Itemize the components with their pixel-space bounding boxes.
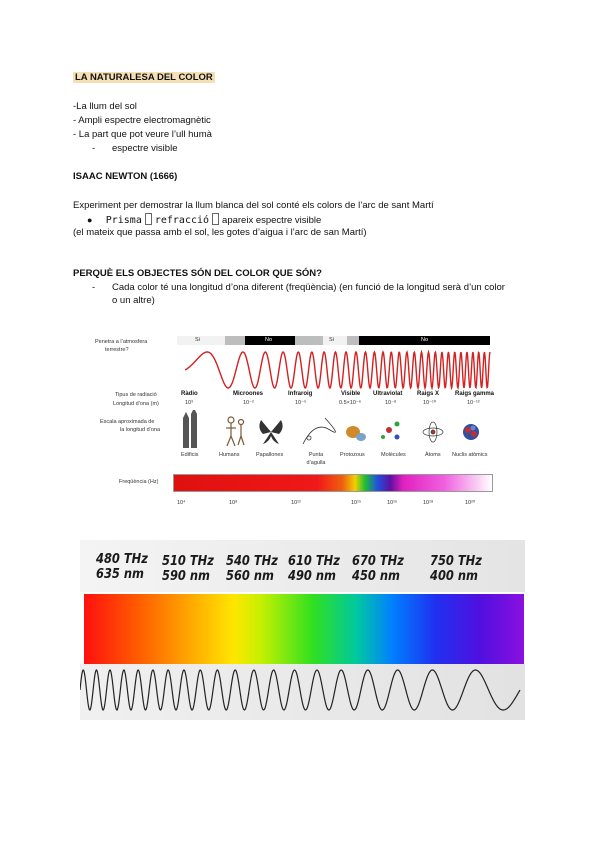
atmosphere-bar	[177, 336, 490, 345]
object-atoms: Àtoms	[425, 452, 441, 458]
bar-label-si-2: Si	[329, 337, 334, 343]
freq-tick-5: 10¹⁶	[387, 500, 398, 506]
freq-tick-6: 10¹⁸	[423, 500, 434, 506]
label-670: 670 THz 450 nm	[352, 554, 404, 584]
object-protozoa: Protozous	[340, 452, 365, 458]
butterfly-icon	[259, 420, 282, 444]
section2-line1: Cada color té una longitud d’ona diferent (freqüència) (en funció de la longitud serà d’un color	[112, 282, 505, 293]
intro-sub-dash: -	[92, 143, 96, 154]
section2-heading: PERQUÈ ELS OBJECTES SÓN DEL COLOR QUE SÓN?	[73, 268, 322, 279]
penetra-label: Penetra a l’atmosfera terrestre?	[95, 339, 148, 353]
visible-spectrum-figure	[80, 540, 525, 720]
missing-glyph-icon	[212, 213, 219, 225]
radiation-microwave: Microones	[233, 391, 264, 397]
nucleus-icon	[463, 424, 479, 440]
em-wave	[185, 350, 495, 390]
wavelength-visible: 0.5×10⁻⁶	[339, 400, 362, 406]
bullet-word-prism: Prisma	[105, 215, 142, 226]
wavelength-xray: 10⁻¹⁰	[423, 400, 437, 406]
atom-icon	[423, 422, 443, 442]
bullet-word-rest: apareix espectre visible	[222, 215, 322, 226]
bar-label-no-2: No	[421, 337, 429, 343]
buildings-icon	[183, 410, 197, 448]
object-nuclei: Nuclis atòmics	[452, 452, 488, 458]
freq-label: Freqüència (Hz)	[119, 479, 159, 485]
intro-line-3: - La part que pot veure l’ull humà	[73, 129, 212, 140]
newton-heading: ISAAC NEWTON (1666)	[73, 171, 178, 182]
object-butterflies: Papallones	[256, 452, 284, 458]
freq-tick-2: 10⁸	[229, 500, 238, 506]
wavelength-uv: 10⁻⁸	[385, 400, 397, 406]
newton-bullet	[87, 213, 321, 227]
wavelength-microwave: 10⁻²	[243, 400, 254, 406]
newton-text: Experiment per demostrar la llum blanca del sol conté els colors de l’arc de sant Martí	[73, 200, 434, 211]
object-molecules: Molècules	[381, 452, 406, 458]
visible-spectrum-bar	[84, 594, 524, 664]
object-humans: Humans	[219, 452, 240, 458]
section2-line2: o un altre)	[112, 295, 155, 306]
tipus-label: Tipus de radiació	[115, 392, 157, 398]
missing-glyph-icon	[145, 213, 152, 225]
object-needle: Punta d’agulla	[306, 452, 326, 466]
intro-line-2: - Ampli espectre electromagnètic	[73, 115, 211, 126]
bullet-word-refraction: refracció	[154, 215, 210, 226]
scale-objects	[175, 410, 495, 452]
freq-tick-1: 10⁴	[177, 500, 186, 506]
intro-line-4: espectre visible	[112, 143, 178, 154]
document-title: LA NATURALESA DEL COLOR	[75, 72, 213, 83]
frequency-bar	[173, 474, 493, 492]
label-610: 610 THz 490 nm	[288, 554, 340, 584]
object-buildings: Edificis	[181, 452, 199, 458]
section2-dash: -	[92, 282, 96, 293]
newton-note: (el mateix que passa amb el sol, les gotes d’aigua i l’arc de san Martí)	[73, 227, 367, 238]
radiation-gamma: Raigs gamma	[455, 391, 495, 397]
radiation-visible: Visible	[341, 391, 361, 397]
visible-wave	[80, 668, 525, 712]
wavelength-infrared: 10⁻⁵	[295, 400, 307, 406]
protozoa-icon	[346, 426, 366, 441]
freq-tick-3: 10¹²	[291, 500, 301, 506]
radiation-infrared: Infraroig	[288, 391, 313, 397]
needle-icon	[303, 418, 335, 444]
freq-tick-4: 10¹⁵	[351, 500, 362, 506]
em-spectrum-figure	[95, 330, 505, 520]
molecules-icon	[381, 422, 400, 440]
label-750: 750 THz 400 nm	[430, 554, 482, 584]
radiation-xray: Raigs X	[417, 391, 440, 397]
freq-tick-7: 10²⁰	[465, 500, 476, 506]
intro-line-1: -La llum del sol	[73, 101, 137, 112]
radiation-uv: Ultraviolat	[373, 391, 403, 397]
escala-label: Escala aproximada de la longitud d’ona	[100, 419, 161, 433]
humans-icon	[226, 417, 244, 446]
label-480: 480 THz 635 nm	[96, 552, 148, 582]
bar-label-si: Si	[195, 337, 200, 343]
wavelength-radio: 10³	[185, 400, 193, 406]
radiation-radio: Ràdio	[181, 391, 198, 397]
label-540: 540 THz 560 nm	[226, 554, 278, 584]
bar-label-no: No	[265, 337, 273, 343]
bullet-icon: ●	[87, 215, 93, 225]
longitud-label: Longitud d’ona (m)	[113, 401, 159, 407]
wavelength-gamma: 10⁻¹²	[467, 400, 480, 406]
label-510: 510 THz 590 nm	[162, 554, 214, 584]
